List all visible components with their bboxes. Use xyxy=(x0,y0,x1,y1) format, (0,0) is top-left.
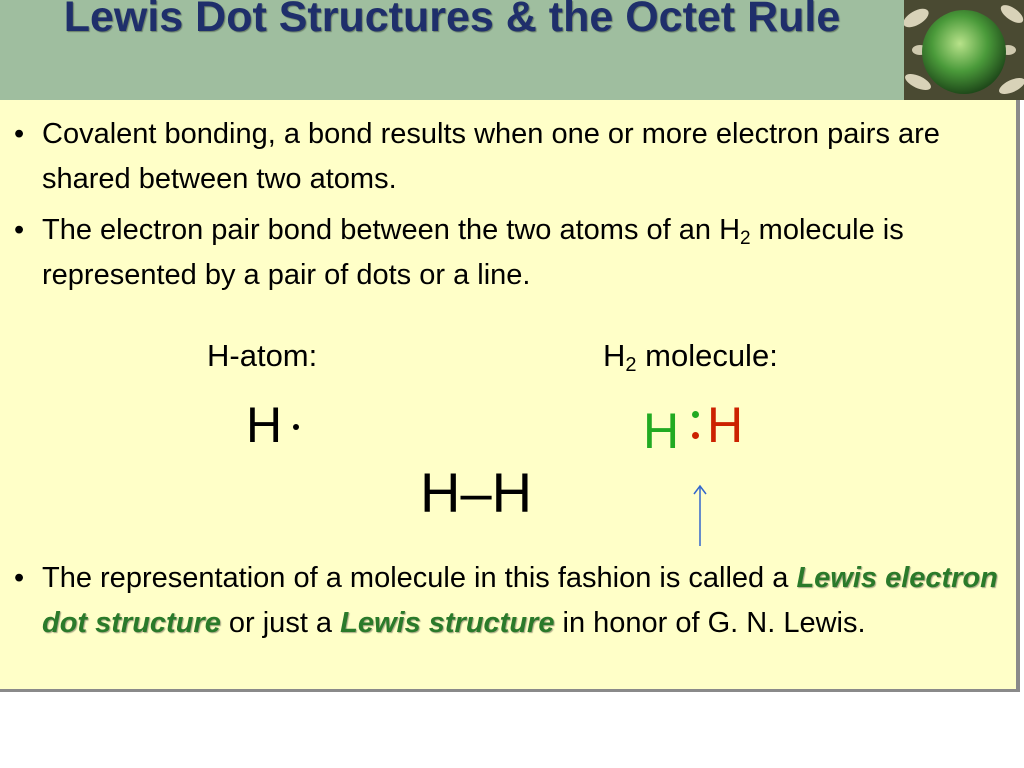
unpaired-electron-dot xyxy=(293,424,299,430)
slide-title: Lewis Dot Structures & the Octet Rule xyxy=(63,0,841,41)
bullet-text: Covalent bonding, a bond results when one or more electron pairs are shared between two atoms. xyxy=(42,118,940,195)
bullet-covalent-bonding xyxy=(14,112,1004,202)
subscript: 2 xyxy=(625,354,637,376)
h2-molecule-label xyxy=(603,338,778,374)
lewis-electron-dot-structure-term: Lewis electron dot structure xyxy=(42,562,998,639)
bullet-text-part: The representation of a molecule in this fashion is called a xyxy=(42,562,797,594)
bullet-marker: • xyxy=(14,214,25,246)
lewis-structure-term: Lewis structure xyxy=(340,607,555,639)
h2-label-prefix: H xyxy=(603,338,626,373)
h2-left-hydrogen: H xyxy=(643,403,680,459)
bullet-lewis-structure xyxy=(14,556,1004,646)
bullet-text-part: molecule is represented by a pair of dots or a line. xyxy=(42,214,904,291)
up-arrow-icon xyxy=(690,484,710,548)
subscript: 2 xyxy=(740,227,751,249)
bullet-text xyxy=(42,208,1004,298)
title-bar xyxy=(0,0,904,100)
h-atom-symbol: H xyxy=(246,397,283,453)
bullet-marker: • xyxy=(14,118,25,150)
bullet-text-part: in honor of G. N. Lewis. xyxy=(554,607,866,639)
bullet-marker: • xyxy=(14,562,25,594)
h2-line-structure: H–H xyxy=(420,461,533,524)
red-electron-dot xyxy=(692,432,699,439)
bullet-text-part: The electron pair bond between the two atoms of an H xyxy=(42,214,741,246)
h2-right-hydrogen: H xyxy=(707,397,744,453)
green-electron-dot xyxy=(692,411,699,418)
h2-label-suffix: molecule: xyxy=(636,338,778,373)
h-atom-label: H-atom: xyxy=(207,338,318,373)
green-cell-image xyxy=(904,0,1024,100)
bullet-text xyxy=(42,556,1004,646)
bullet-electron-pair-bond xyxy=(14,208,1004,298)
bullet-text-part: or just a xyxy=(220,607,341,639)
